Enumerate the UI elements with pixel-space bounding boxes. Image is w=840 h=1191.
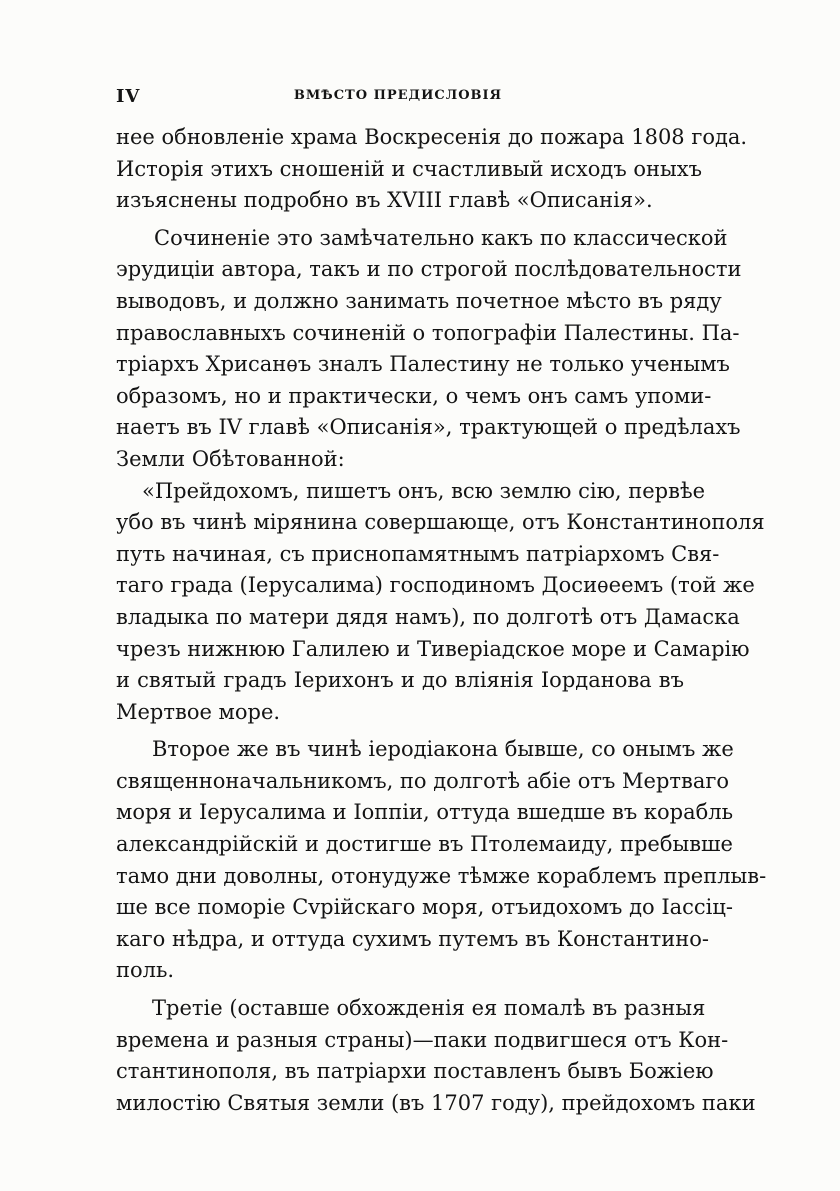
text-line: Третіе (оставше обхожденія ея помалѣ въ разныя bbox=[152, 996, 706, 1021]
text-line: священноначальникомъ, по долготѣ абіе отъ Мертваго bbox=[116, 768, 730, 793]
text-line: православныхъ сочиненій о топографіи Палестины. Па- bbox=[116, 320, 740, 345]
text-line: моря и Іерусалима и Іоппіи, оттуда вшедше въ корабль bbox=[116, 800, 734, 825]
text-line: стантинополя, въ патріархи поставленъ бывъ Божіею bbox=[116, 1059, 714, 1084]
text-line: выводовъ, и должно занимать почетное мѣсто въ ряду bbox=[116, 288, 722, 313]
paragraph-1 bbox=[116, 122, 748, 217]
text-line: наетъ въ IV главѣ «Описанія», трактующей о предѣлахъ bbox=[116, 415, 741, 440]
text-line: и святый градъ Іерихонъ и до вліянія Іорданова въ bbox=[116, 668, 684, 693]
paragraph-5 bbox=[116, 993, 756, 1119]
running-title: ВМѢСТО ПРЕДИСЛОВІЯ bbox=[293, 88, 503, 103]
text-line: «Прейдохомъ, пишетъ онъ, всю землю сію, первѣе bbox=[142, 478, 706, 503]
text-line: Мертвое море. bbox=[116, 699, 281, 724]
text-line: тріархъ Хрисанѳъ зналъ Палестину не только ученымъ bbox=[116, 352, 730, 377]
text-line: образомъ, но и практически, о чемъ онъ самъ упоми- bbox=[116, 383, 712, 408]
text-line: убо въ чинѣ мірянина совершающе, отъ Константинополя bbox=[116, 510, 765, 535]
text-line: владыка по матери дядя намъ), по долготѣ отъ Дамаска bbox=[116, 604, 740, 629]
paragraph-3-quote bbox=[116, 476, 765, 729]
text-line: каго нѣдра, и оттуда сухимъ путемъ въ Константино- bbox=[116, 926, 709, 951]
text-line: времена и разныя страны)—паки подвигшеся отъ Кон- bbox=[116, 1027, 729, 1052]
text-line: ше все поморіе Сvрійскаго моря, отъидохомъ до Іассіц- bbox=[116, 895, 733, 920]
text-line: милостію Святыя земли (въ 1707 году), прейдохомъ паки bbox=[116, 1090, 756, 1115]
text-line: тамо дни доволны, отонудуже тѣмже кораблемъ преплыв- bbox=[116, 863, 767, 888]
paragraph-4 bbox=[116, 734, 767, 987]
text-line: Земли Обѣтованной: bbox=[116, 446, 345, 471]
text-line: таго града (Іерусалима) господиномъ Досиѳеемъ (той же bbox=[116, 573, 755, 598]
page-number: IV bbox=[116, 86, 141, 107]
text-line: Второе же въ чинѣ іеродіакона бывше, со онымъ же bbox=[152, 737, 734, 762]
text-line: чрезъ нижнюю Галилею и Тиверіадское море и Самарію bbox=[116, 636, 750, 661]
paragraph-2 bbox=[116, 223, 742, 476]
text-line: эрудиціи автора, такъ и по строгой послѣдовательности bbox=[116, 257, 742, 282]
text-line: поль. bbox=[116, 958, 175, 983]
text-line: путь начиная, съ приснопамятнымъ патріархомъ Свя- bbox=[116, 541, 720, 566]
body-text bbox=[116, 122, 767, 1119]
running-head bbox=[116, 86, 680, 112]
text-line: изъяснены подробно въ XVIII главѣ «Описанія». bbox=[116, 188, 653, 213]
text-line: Исторія этихъ сношеній и счастливый исходъ оныхъ bbox=[116, 156, 702, 181]
text-line: Сочиненіе это замѣчательно какъ по классической bbox=[154, 225, 728, 250]
text-line: александрійскій и достигше въ Птолемаиду, пребывше bbox=[116, 832, 733, 857]
text-line: нее обновленіе храма Воскресенія до пожара 1808 года. bbox=[116, 125, 748, 149]
